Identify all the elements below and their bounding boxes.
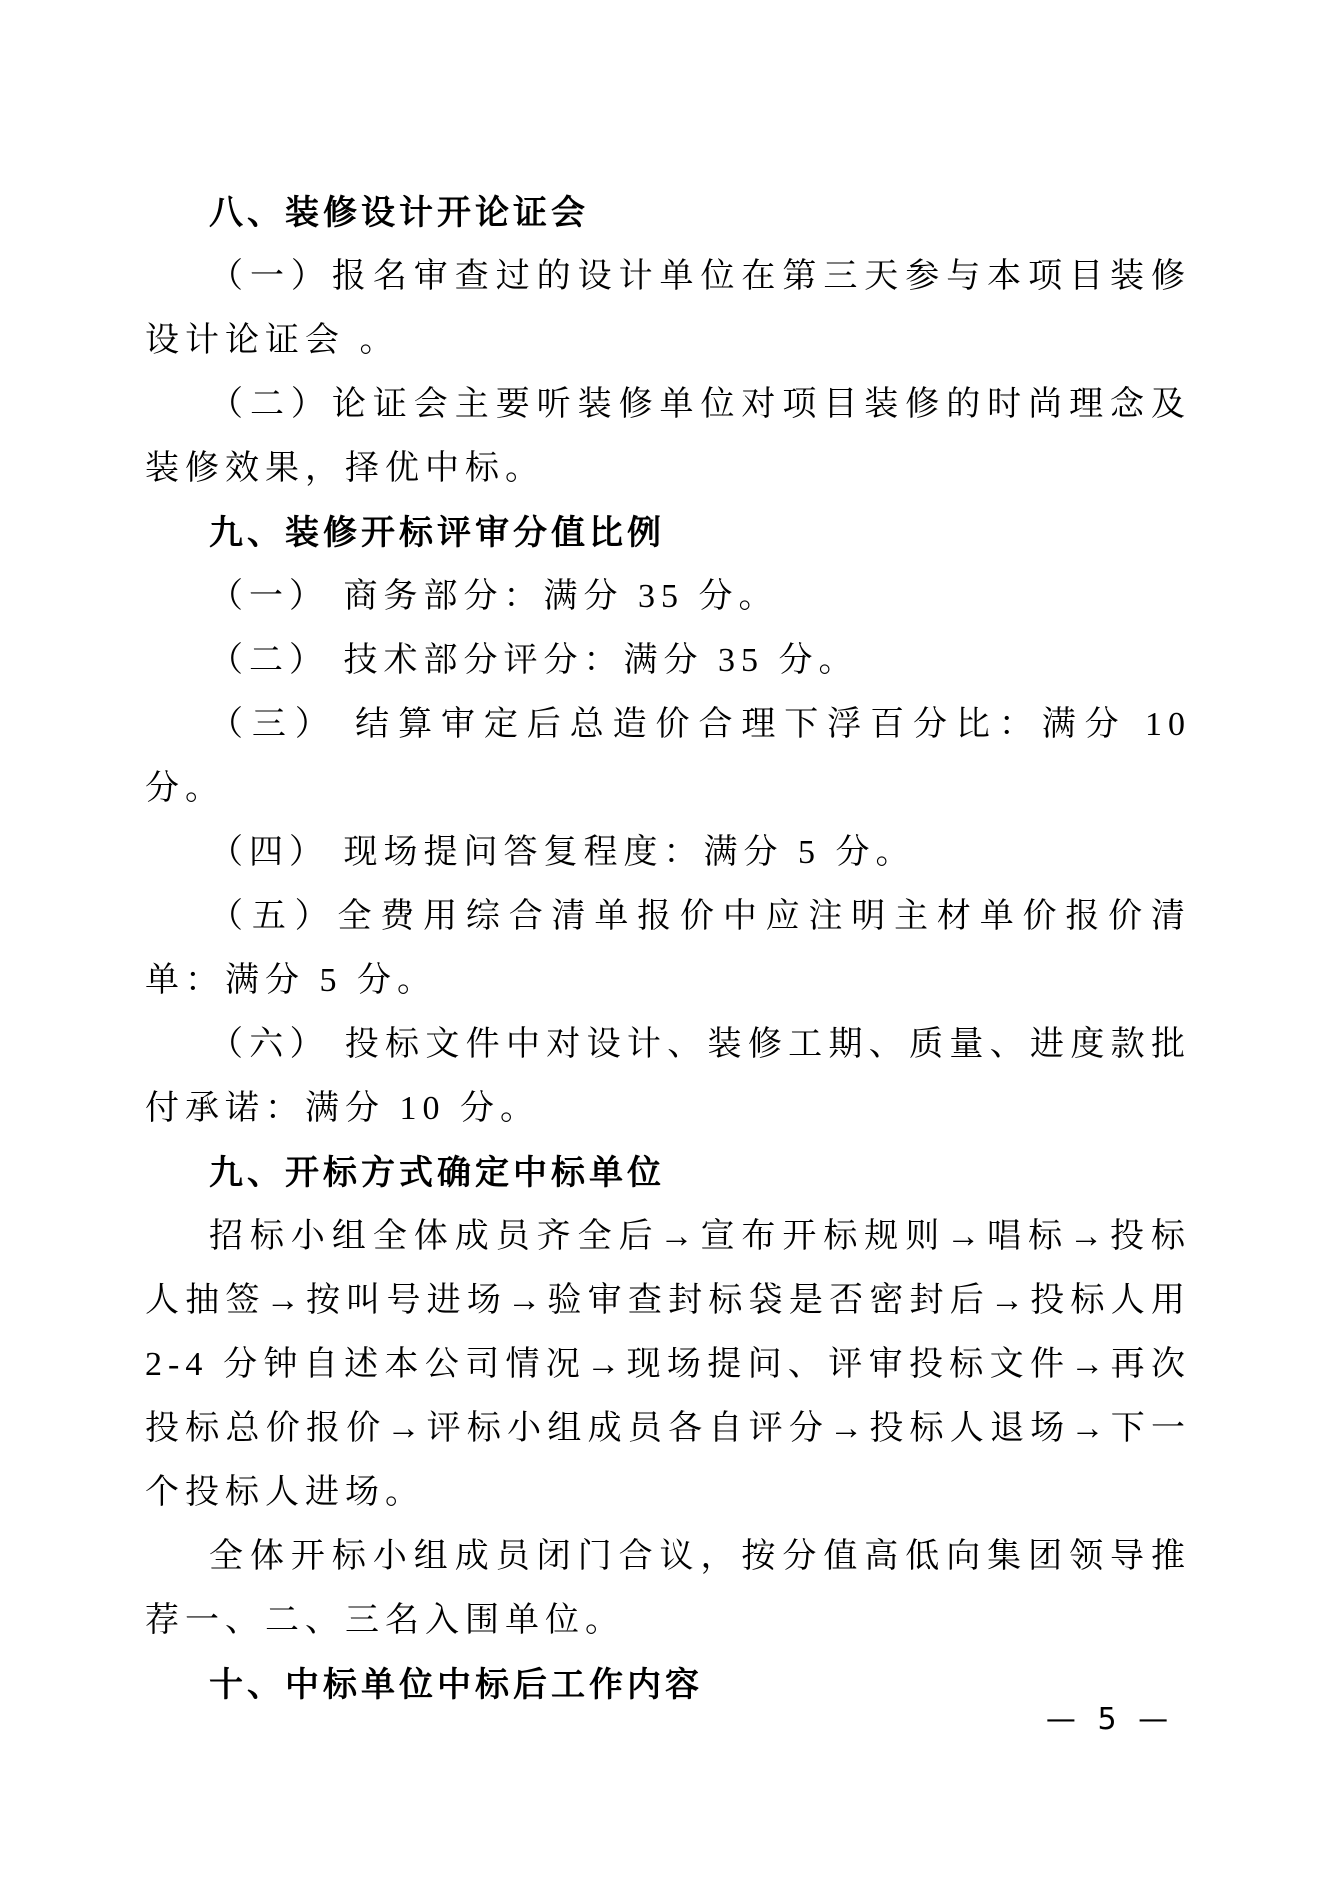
section-heading-score-ratio: 九、装修开标评审分值比例 [209, 514, 665, 552]
paragraph-score-item: （三） 结算审定后总造价合理下浮百分比：满分 10 分。 [145, 706, 1191, 807]
paragraph: （一）报名审查过的设计单位在第三天参与本项目装修设计论证会 。 [145, 258, 1191, 359]
paragraph-score-item: （六） 投标文件中对设计、装修工期、质量、进度款批付承诺：满分 10 分。 [145, 1026, 1191, 1127]
section-heading-post-award-work: 十、中标单位中标后工作内容 [209, 1666, 703, 1704]
section-heading-bid-opening-method: 九、开标方式确定中标单位 [209, 1154, 665, 1192]
page-number: — 5 — [1045, 1702, 1175, 1737]
paragraph-score-item: （二） 技术部分评分：满分 35 分。 [209, 642, 859, 679]
document-body [145, 181, 1191, 1717]
section-heading-renovation-design-review: 八、装修设计开论证会 [209, 194, 589, 232]
paragraph-score-item: （四） 现场提问答复程度：满分 5 分。 [209, 834, 916, 871]
paragraph: 全体开标小组成员闭门合议，按分值高低向集团领导推荐一、二、三名入围单位。 [145, 1538, 1191, 1639]
paragraph-bid-flow: 招标小组全体成员齐全后→宣布开标规则→唱标→投标人抽签→按叫号进场→验审查封标袋是否密封后→投标人用 2-4 分钟自述本公司情况→现场提问、评审投标文件→再次投标总价报价→评标小组成员各自评分→投标人退场→下一个投标人进场。 [145, 1218, 1191, 1511]
paragraph-score-item: （五）全费用综合清单报价中应注明主材单价报价清单：满分 5 分。 [145, 898, 1191, 999]
paragraph: （二）论证会主要听装修单位对项目装修的时尚理念及装修效果，择优中标。 [145, 386, 1191, 487]
paragraph-score-item: （一） 商务部分：满分 35 分。 [209, 578, 779, 615]
